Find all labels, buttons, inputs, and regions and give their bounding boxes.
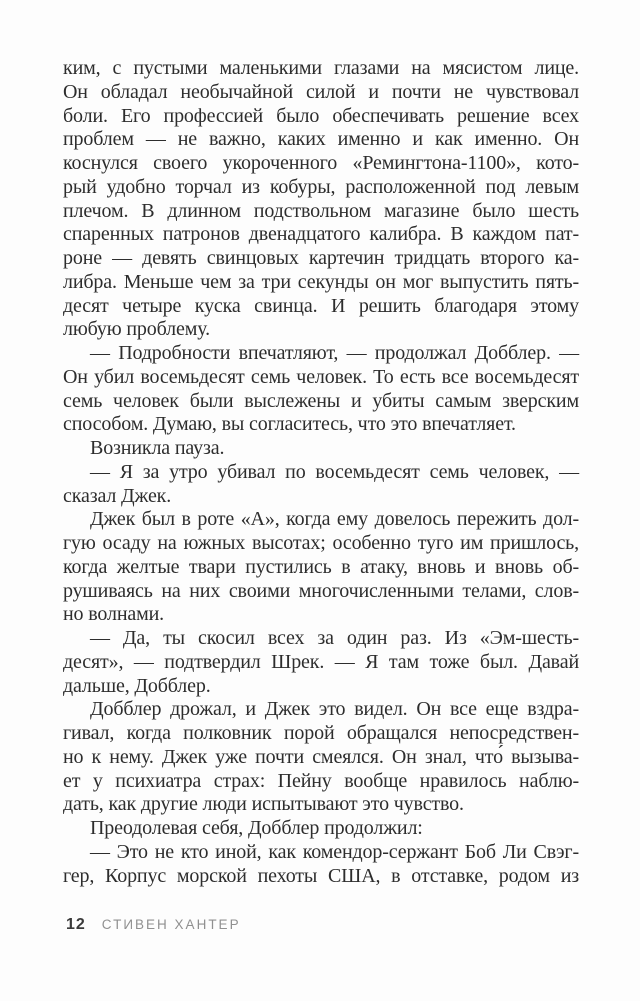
paragraph xyxy=(63,698,579,817)
text-line: Возникла пауза. xyxy=(90,437,225,459)
text-line: рый удобно торчал из кобуры, расположенной под левым xyxy=(63,175,579,198)
text-line: но волнами. xyxy=(63,603,165,626)
text-line: Он убил восемьдесят семь человек. То есть все восемьдесят xyxy=(63,365,579,388)
paragraph xyxy=(63,437,579,461)
text-line: — Это не кто иной, как комендор-сержант Боб Ли Свэг- xyxy=(90,840,579,863)
text-line: — Да, ты скосил всех за один раз. Из «Эм-шесть- xyxy=(90,627,579,649)
paragraph xyxy=(63,57,579,342)
text-line: — Я за утро убивал по восемьдесят семь человек, — xyxy=(90,460,579,483)
text-line: Преодолевая себя, Добблер продолжил: xyxy=(90,817,423,839)
running-title: СТИВЕН ХАНТЕР xyxy=(101,917,241,932)
text-line: способом. Думаю, вы согласитесь, что это впечатляет. xyxy=(63,413,516,436)
text-line: плечом. В длинном подствольном магазине было шесть xyxy=(63,199,579,222)
text-line: гую осаду на южных высотах; особенно туго им пришлось, xyxy=(63,532,579,554)
text-line: гивал, когда полковник порой обращался непосредствен- xyxy=(63,722,579,744)
text-line: боли. Его профессией было обеспечивать решение всех xyxy=(63,104,579,127)
text-line: ким, с пустыми маленькими глазами на мясистом лице. xyxy=(63,57,579,79)
page-number: 12 xyxy=(66,916,86,933)
page-footer xyxy=(66,916,241,934)
text-line: коснулся своего укороченного «Ремингтона-1100», кото- xyxy=(63,152,579,174)
paragraph xyxy=(63,342,579,437)
page-text xyxy=(63,57,579,888)
text-line: когда желтые твари пустились в атаку, вновь и вновь об- xyxy=(63,555,579,578)
text-line: Джек был в роте «А», когда ему довелось пережить дол- xyxy=(90,508,579,531)
paragraph xyxy=(63,841,579,889)
text-line: дальше, Добблер. xyxy=(63,674,211,697)
text-line: семь человек были выслежены и убиты самым зверским xyxy=(63,389,579,412)
text-line: проблем — не важно, каких именно и как именно. Он xyxy=(63,128,579,151)
text-line: — Подробности впечатляют, — продолжал Добблер. — xyxy=(90,342,579,364)
text-line: любую проблему. xyxy=(63,318,210,341)
text-line: дать, как другие люди испытывают это чувство. xyxy=(63,793,464,816)
text-line: сказал Джек. xyxy=(63,484,172,507)
paragraph xyxy=(63,817,579,841)
paragraph xyxy=(63,508,579,627)
text-line: ет у психиатра страх: Пейну вообще нравилось наблю- xyxy=(63,769,579,792)
paragraph xyxy=(63,627,579,698)
text-line: либра. Меньше чем за три секунды он мог выпустить пять- xyxy=(63,270,579,293)
text-line: рушиваясь на них своими многочисленными телами, слов- xyxy=(63,579,579,602)
paragraph xyxy=(63,461,579,509)
text-line: гер, Корпус морской пехоты США, в отставке, родом из xyxy=(63,864,579,887)
text-line: Он обладал необычайной силой и почти не чувствовал xyxy=(63,80,579,103)
text-line: десят», — подтвердил Шрек. — Я там тоже был. Давай xyxy=(63,650,579,673)
text-line: спаренных патронов двенадцатого калибра. В каждом пат- xyxy=(63,223,579,246)
text-line: роне — девять свинцовых картечин тридцать второго ка- xyxy=(63,247,579,269)
text-line: но к нему. Джек уже почти смеялся. Он знал, что́ вызыва- xyxy=(63,745,579,768)
text-line: Добблер дрожал, и Джек это видел. Он все еще вздра- xyxy=(90,698,579,721)
text-line: десят четыре куска свинца. И решить благодаря этому xyxy=(63,294,579,317)
